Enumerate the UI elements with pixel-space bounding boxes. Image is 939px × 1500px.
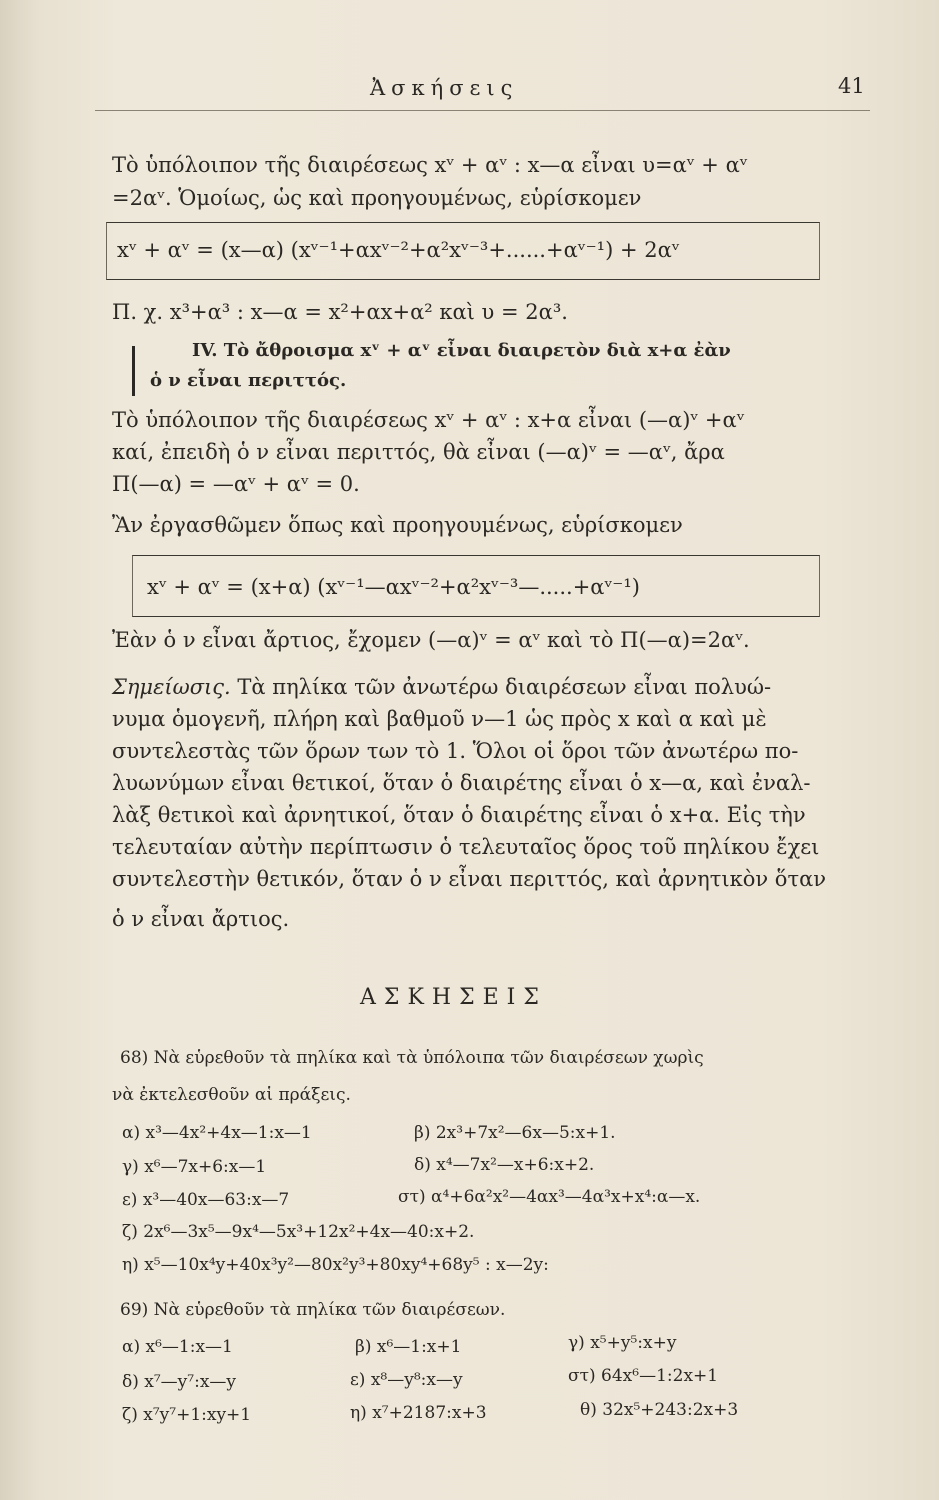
theorem-marker (132, 346, 135, 396)
exercise-item: η) x⁷+2187:x+3 (350, 1403, 487, 1423)
note-line: τελευταίαν αὐτὴν περίπτωσιν ὁ τελευταῖος ὅρος τοῦ πηλίκου ἔχει (112, 835, 820, 859)
example-line: Π. χ. x³+α³ : x—α = x²+αx+α² καὶ υ = 2α³. (112, 300, 568, 324)
formula-box-2 (132, 555, 820, 617)
header-rule (95, 110, 870, 111)
page-number: 41 (838, 74, 865, 98)
note-text: Τὰ πηλίκα τῶν ἀνωτέρω διαιρέσεων εἶναι πολυώ- (237, 675, 772, 699)
paragraph-line: καί, ἐπειδὴ ὁ ν εἶναι περιττός, θὰ εἶναι (—α)ᵛ = —αᵛ, ἄρα (112, 440, 725, 464)
formula: xᵛ + αᵛ = (x—α) (xᵛ⁻¹+αxᵛ⁻²+α²xᵛ⁻³+......+αᵛ⁻¹) + 2αᵛ (117, 238, 680, 262)
exercise-item: β) x⁶—1:x+1 (355, 1337, 462, 1357)
exercise-item: θ) 32x⁵+243:2x+3 (580, 1400, 739, 1420)
exercise-item: ε) x³—40x—63:x—7 (122, 1190, 290, 1210)
exercise-item: ζ) x⁷y⁷+1:xy+1 (122, 1405, 252, 1425)
exercise-item: δ) x⁷—y⁷:x—y (122, 1372, 237, 1392)
exercise-item: στ) α⁴+6α²x²—4αx³—4α³x+x⁴:α—x. (398, 1187, 701, 1207)
exercise-68-line: 68) Νὰ εὑρεθοῦν τὰ πηλίκα καὶ τὰ ὑπόλοιπα τῶν διαιρέσεων χωρὶς (120, 1048, 704, 1068)
note-line: νυμα ὁμογενῆ, πλήρη καὶ βαθμοῦ ν—1 ὡς πρὸς x καὶ α καὶ μὲ (112, 707, 767, 731)
exercise-68-line: νὰ ἐκτελεσθοῦν αἱ πράξεις. (112, 1085, 351, 1105)
formula-box-1 (106, 222, 820, 280)
note-line: συντελεστὰς τῶν ὅρων των τὸ 1. Ὅλοι οἱ ὅροι τῶν ἀνωτέρω πο- (112, 739, 799, 763)
exercise-item: γ) x⁵+y⁵:x+y (568, 1333, 677, 1353)
formula: xᵛ + αᵛ = (x+α) (xᵛ⁻¹—αxᵛ⁻²+α²xᵛ⁻³—.....+αᵛ⁻¹) (147, 575, 640, 599)
exercise-item: γ) x⁶—7x+6:x—1 (122, 1157, 267, 1177)
exercise-item: η) x⁵—10x⁴y+40x³y²—80x²y³+80xy⁴+68y⁵ : x—2y: (122, 1255, 549, 1275)
note-line: λὰξ θετικοὶ καὶ ἀρνητικοί, ὅταν ὁ διαιρέτης εἶναι ὁ x+α. Εἰς τὴν (112, 803, 806, 827)
theorem-line: ὁ ν εἶναι περιττός. (150, 370, 347, 391)
exercise-item: α) x⁶—1:x—1 (122, 1337, 233, 1357)
note-first-line (112, 672, 771, 702)
exercise-item: β) 2x³+7x²—6x—5:x+1. (414, 1123, 616, 1143)
note-line: συντελεστὴν θετικόν, ὅταν ὁ ν εἶναι περιττός, καὶ ἀρνητικὸν ὅταν (112, 867, 827, 891)
paragraph-line: Ἂν ἐργασθῶμεν ὅπως καὶ προηγουμένως, εὑρίσκομεν (112, 513, 683, 537)
exercise-69-line: 69) Νὰ εὑρεθοῦν τὰ πηλίκα τῶν διαιρέσεων. (120, 1300, 506, 1320)
exercise-item: ε) x⁸—y⁸:x—y (350, 1370, 463, 1390)
note-line: λυωνύμων εἶναι θετικοί, ὅταν ὁ διαιρέτης εἶναι ὁ x—α, καὶ ἐναλ- (112, 771, 811, 795)
running-header-title: Ἀσκήσεις (370, 76, 519, 100)
theorem-line: IV. Τὸ ἄθροισμα xᵛ + αᵛ εἶναι διαιρετὸν διὰ x+α ἐὰν (192, 340, 731, 361)
note-label: Σημείωσις. (112, 675, 231, 699)
paragraph-line: =2αᵛ. Ὁμοίως, ὡς καὶ προηγουμένως, εὑρίσκομεν (112, 186, 642, 210)
paragraph-line: Τὸ ὑπόλοιπον τῆς διαιρέσεως xᵛ + αᵛ : x—α εἶναι υ=αᵛ + αᵛ (112, 153, 748, 177)
paragraph-line: Π(—α) = —αᵛ + αᵛ = 0. (112, 472, 360, 496)
paragraph-line: Τὸ ὑπόλοιπον τῆς διαιρέσεως xᵛ + αᵛ : x+α εἶναι (—α)ᵛ +αᵛ (112, 408, 745, 432)
note-line: ὁ ν εἶναι ἄρτιος. (112, 907, 290, 931)
exercise-item: α) x³—4x²+4x—1:x—1 (122, 1123, 312, 1143)
exercises-heading: ΑΣΚΗΣΕΙΣ (360, 985, 547, 1010)
exercise-item: στ) 64x⁶—1:2x+1 (568, 1366, 719, 1386)
paragraph-line: Ἐὰν ὁ ν εἶναι ἄρτιος, ἔχομεν (—α)ᵛ = αᵛ καὶ τὸ Π(—α)=2αᵛ. (112, 628, 750, 652)
exercise-item: δ) x⁴—7x²—x+6:x+2. (414, 1155, 595, 1175)
exercise-item: ζ) 2x⁶—3x⁵—9x⁴—5x³+12x²+4x—40:x+2. (122, 1222, 475, 1242)
